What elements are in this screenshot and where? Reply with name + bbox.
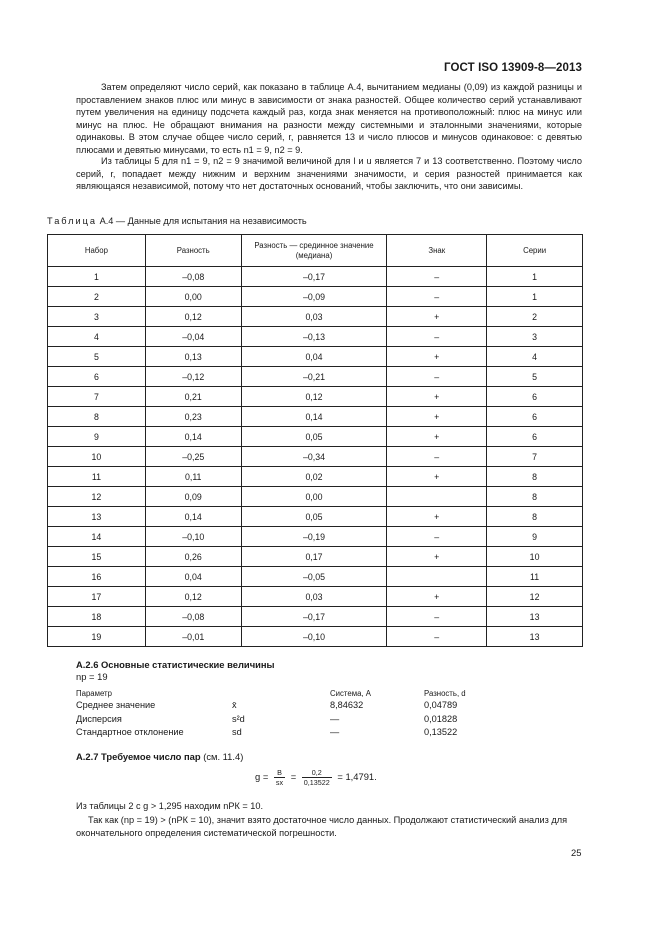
cell-sign: –: [387, 447, 487, 467]
formula-g: g = $\frac{B}{sx}$ = $\frac{0,2}{0,13522}$ = 1,4791.: [255, 768, 377, 787]
cell-difference-minus-median: 0,12: [241, 387, 387, 407]
statistics-system-value: —: [330, 713, 340, 724]
formula-fraction-symbolic: [274, 768, 285, 787]
cell-series: 8: [487, 487, 583, 507]
cell-difference-minus-median: 0,05: [241, 427, 387, 447]
table-row: [48, 627, 583, 647]
cell-sign: +: [387, 407, 487, 427]
cell-difference-minus-median: –0,13: [241, 327, 387, 347]
formula-lhs: g =: [255, 770, 269, 782]
cell-series: 8: [487, 507, 583, 527]
cell-difference-minus-median: 0,17: [241, 547, 387, 567]
basic-statistics: [76, 689, 496, 741]
formula-frac1-denominator: sx: [275, 778, 284, 787]
cell-difference-minus-median: 0,14: [241, 407, 387, 427]
cell-set: 16: [48, 567, 146, 587]
cell-series: 7: [487, 447, 583, 467]
cell-difference-minus-median: –0,34: [241, 447, 387, 467]
table-row: [48, 287, 583, 307]
cell-sign: –: [387, 607, 487, 627]
cell-set: 14: [48, 527, 146, 547]
cell-difference-minus-median: –0,17: [241, 607, 387, 627]
table-row: [48, 487, 583, 507]
cell-series: 1: [487, 267, 583, 287]
cell-difference: –0,01: [145, 627, 241, 647]
table-caption-text: А.4 — Данные для испытания на независимость: [97, 216, 307, 226]
conclusion-line: Так как (nр = 19) > (nРК = 10), значит взято достаточное число данных. Продолжают статистический анализ для окончательного определения систематической погрешности.: [76, 815, 568, 838]
table-row: [48, 267, 583, 287]
cell-difference-minus-median: –0,21: [241, 367, 387, 387]
page-number: 25: [571, 847, 582, 858]
cell-set: 9: [48, 427, 146, 447]
table-row: [48, 327, 583, 347]
table-row: [48, 307, 583, 327]
cell-set: 8: [48, 407, 146, 427]
pair-count: nр = 19: [76, 671, 108, 682]
table-row: [48, 407, 583, 427]
statistics-label: Дисперсия: [76, 713, 122, 724]
cell-series: 5: [487, 367, 583, 387]
cell-difference: 0,11: [145, 467, 241, 487]
cell-sign: +: [387, 587, 487, 607]
statistics-difference-value: 0,01828: [424, 713, 458, 724]
paragraph-conclusion: Из таблицы 5 для n1 = 9, n2 = 9 значимой величиной для l и u является 7 и 13 соответственно. Поэтому число серий, r, попадает между нижним и верхним значениями значимости, и серия разностей принимается как являющаяся независимой, потому что нет достаточных оснований, чтобы заключить, что они зависимы.: [76, 156, 582, 192]
cell-series: 13: [487, 627, 583, 647]
cell-set: 2: [48, 287, 146, 307]
cell-difference: –0,08: [145, 607, 241, 627]
cell-series: 6: [487, 407, 583, 427]
cell-set: 13: [48, 507, 146, 527]
statistics-header-parameter: Параметр: [76, 689, 112, 698]
table-row: [48, 447, 583, 467]
cell-difference-minus-median: 0,04: [241, 347, 387, 367]
statistics-symbol: sd: [232, 727, 242, 737]
cell-sign: [387, 567, 487, 587]
statistics-difference-value: 0,04789: [424, 700, 458, 710]
section-a26-title: А.2.6 Основные статистические величины: [76, 659, 275, 670]
cell-difference: 0,04: [145, 567, 241, 587]
cell-series: 9: [487, 527, 583, 547]
cell-difference: –0,04: [145, 327, 241, 347]
cell-difference: 0,21: [145, 387, 241, 407]
cell-sign: –: [387, 367, 487, 387]
table-row: [48, 607, 583, 627]
header-difference-minus-median: Разность — срединное значение (медиана): [241, 235, 387, 267]
table-caption-label: Таблица: [47, 216, 98, 226]
statistics-row-variance: [76, 714, 496, 728]
cell-set: 19: [48, 627, 146, 647]
cell-set: 10: [48, 447, 146, 467]
cell-series: 2: [487, 307, 583, 327]
cell-difference-minus-median: 0,00: [241, 487, 387, 507]
cell-difference: 0,13: [145, 347, 241, 367]
cell-series: 8: [487, 467, 583, 487]
statistics-header-system: Система, A: [330, 689, 371, 698]
header-sign: Знак: [387, 235, 487, 267]
section-a27-heading: А.2.7 Требуемое число пар: [76, 751, 201, 762]
cell-series: 3: [487, 327, 583, 347]
cell-series: 4: [487, 347, 583, 367]
cell-set: 3: [48, 307, 146, 327]
cell-series: 11: [487, 567, 583, 587]
cell-difference: 0,12: [145, 307, 241, 327]
cell-series: 1: [487, 287, 583, 307]
statistics-header-row: [76, 689, 496, 700]
table-caption: [47, 216, 307, 226]
formula-result: = 1,4791.: [337, 770, 377, 782]
header-series: Серии: [487, 235, 583, 267]
cell-sign: +: [387, 347, 487, 367]
formula-frac2-denominator: 0,13522: [303, 778, 330, 787]
table-row: [48, 427, 583, 447]
statistics-row-stddev: [76, 727, 496, 741]
table-row: [48, 567, 583, 587]
cell-sign: –: [387, 287, 487, 307]
cell-difference: 0,12: [145, 587, 241, 607]
cell-difference-minus-median: –0,19: [241, 527, 387, 547]
table-row: [48, 547, 583, 567]
cell-difference: 0,26: [145, 547, 241, 567]
cell-difference: –0,10: [145, 527, 241, 547]
statistics-system-value: —: [330, 727, 340, 737]
formula-frac2-numerator: 0,2: [302, 768, 332, 778]
table-row: [48, 367, 583, 387]
formula-frac1-numerator: B: [274, 768, 285, 778]
section-a27-title: [76, 751, 243, 762]
cell-sign: +: [387, 507, 487, 527]
statistics-label: Среднее значение: [76, 700, 156, 710]
table2-lookup-line: Из таблицы 2 с g > 1,295 находим nРК = 10.: [76, 801, 264, 811]
cell-difference-minus-median: 0,05: [241, 507, 387, 527]
cell-difference-minus-median: –0,17: [241, 267, 387, 287]
statistics-header-difference: Разность, d: [424, 689, 466, 698]
cell-set: 1: [48, 267, 146, 287]
table-header-row: [48, 235, 583, 267]
cell-difference-minus-median: –0,05: [241, 567, 387, 587]
cell-series: 6: [487, 427, 583, 447]
paragraph-series-count: Затем определяют число серий, как показано в таблице А.4, вычитанием медианы (0,09) из каждой разницы и проставлением знаков плюс или минус в зависимости от знака разностей. Общее количество серий устанавливают путем увеличения на единицу подсчета каждый раз, когда знак меняется на противоположный: плюс на минус или минус на плюс. Не обращают внимания на разности между системными и эталонными значениями, которые одинаковы. В этом случае общее число серий, r, равняется 13 и число плюсов и минусов одинаковое: с девятью плюсами и девятью минусами, то есть n1 = 9, n2 = 9.: [76, 82, 582, 155]
cell-difference-minus-median: 0,03: [241, 587, 387, 607]
statistics-system-value: 8,84632: [330, 700, 364, 710]
cell-difference-minus-median: –0,10: [241, 627, 387, 647]
statistics-label: Стандартное отклонение: [76, 727, 184, 737]
cell-sign: +: [387, 307, 487, 327]
statistics-symbol: s²d: [232, 713, 245, 724]
header-difference: Разность: [145, 235, 241, 267]
table-row: [48, 587, 583, 607]
cell-series: 10: [487, 547, 583, 567]
cell-difference: –0,08: [145, 267, 241, 287]
cell-sign: –: [387, 627, 487, 647]
cell-sign: +: [387, 467, 487, 487]
cell-difference-minus-median: 0,02: [241, 467, 387, 487]
cell-set: 12: [48, 487, 146, 507]
formula-fraction-numeric: [302, 768, 332, 787]
table-row: [48, 467, 583, 487]
cell-difference-minus-median: –0,09: [241, 287, 387, 307]
statistics-row-mean: [76, 700, 496, 714]
cell-difference: 0,09: [145, 487, 241, 507]
table-row: [48, 527, 583, 547]
cell-series: 13: [487, 607, 583, 627]
cell-set: 15: [48, 547, 146, 567]
cell-sign: [387, 487, 487, 507]
cell-set: 17: [48, 587, 146, 607]
table-row: [48, 387, 583, 407]
cell-sign: +: [387, 427, 487, 447]
cell-difference: 0,23: [145, 407, 241, 427]
cell-set: 6: [48, 367, 146, 387]
cell-sign: –: [387, 267, 487, 287]
cell-sign: –: [387, 527, 487, 547]
cell-sign: –: [387, 327, 487, 347]
statistics-difference-value: 0,13522: [424, 727, 458, 737]
cell-sign: +: [387, 387, 487, 407]
document-code-header: ГОСТ ISO 13909-8—2013: [444, 62, 582, 74]
cell-difference: 0,00: [145, 287, 241, 307]
cell-set: 11: [48, 467, 146, 487]
cell-sign: +: [387, 547, 487, 567]
cell-difference: –0,25: [145, 447, 241, 467]
independence-test-table: [47, 234, 583, 647]
cell-difference: 0,14: [145, 507, 241, 527]
cell-difference: –0,12: [145, 367, 241, 387]
cell-set: 5: [48, 347, 146, 367]
table-row: [48, 507, 583, 527]
cell-series: 12: [487, 587, 583, 607]
table-row: [48, 347, 583, 367]
cell-set: 18: [48, 607, 146, 627]
cell-difference: 0,14: [145, 427, 241, 447]
statistics-symbol: x̄: [232, 700, 237, 710]
cell-set: 7: [48, 387, 146, 407]
cell-difference-minus-median: 0,03: [241, 307, 387, 327]
header-set: Набор: [48, 235, 146, 267]
section-a27-ref: (см. 11.4): [200, 751, 244, 762]
cell-series: 6: [487, 387, 583, 407]
cell-set: 4: [48, 327, 146, 347]
